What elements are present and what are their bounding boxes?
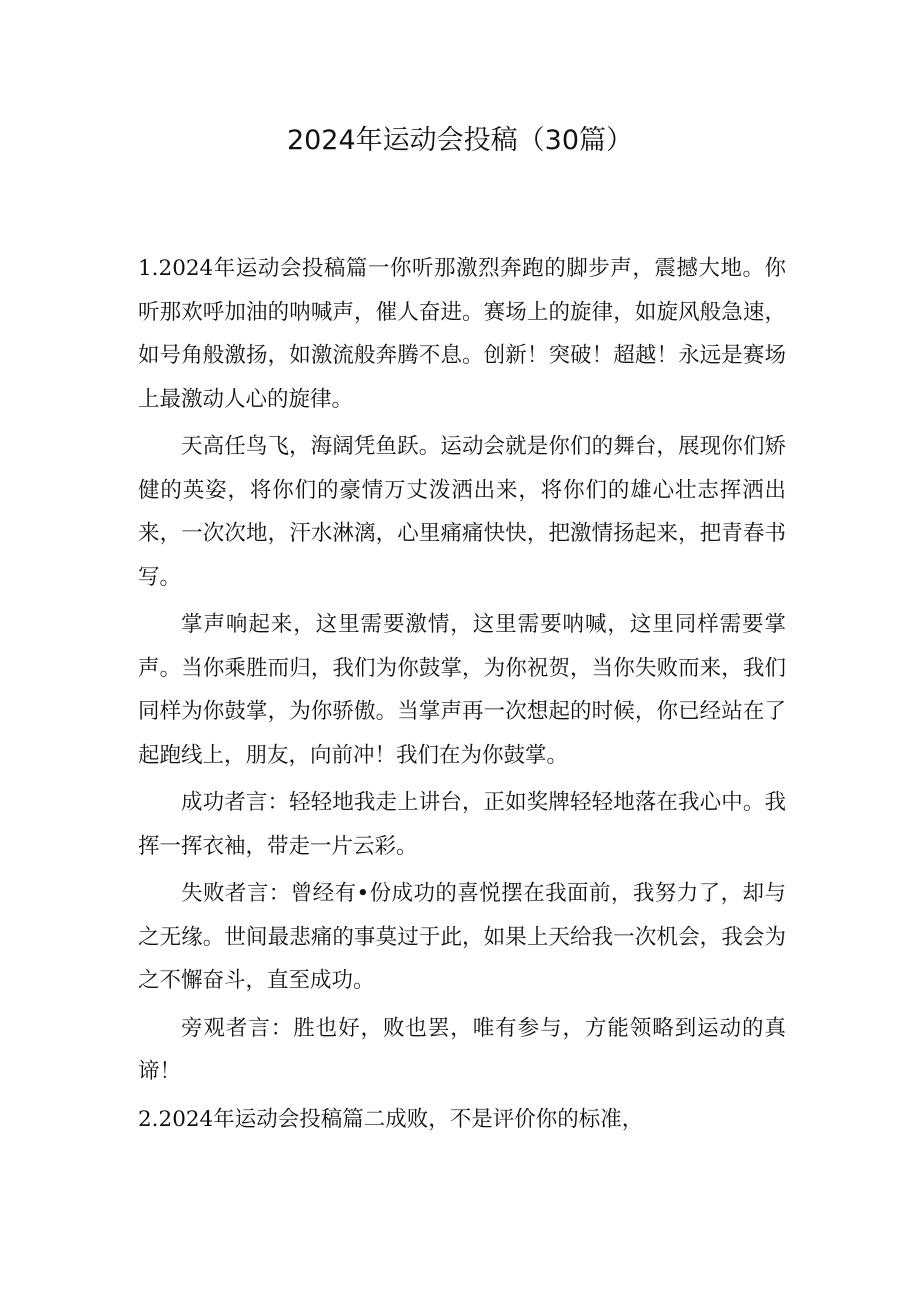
paragraph-6: 旁观者言：胜也好，败也罢，唯有参与，方能领略到运动的真谛！: [138, 1015, 786, 1084]
document-body: [138, 247, 786, 1141]
paragraph-4: 成功者言：轻轻地我走上讲台，正如奖牌轻轻地落在我心中。我挥一挥衣袖，带走一片云彩。: [138, 790, 786, 859]
paragraph-5: 失败者言：曾经有•份成功的喜悦摆在我面前，我努力了，却与之无缘。世间最悲痛的事莫过于此，如果上天给我一次机会，我会为之不懈奋斗，直至成功。: [138, 881, 786, 993]
paragraph-7: 2.2024年运动会投稿篇二成败，不是评价你的标准，: [138, 1106, 644, 1132]
paragraph-1: 1.2024年运动会投稿篇一你听那激烈奔跑的脚步声，震撼大地。你听那欢呼加油的呐喊声，催人奋进。赛场上的旋律，如旋风般急速，如号角般激扬，如激流般奔腾不息。创新！突破！超越！永远是赛场上最激动人心的旋律。: [138, 256, 786, 412]
paragraph-3: 掌声响起来，这里需要激情，这里需要呐喊，这里同样需要掌声。当你乘胜而归，我们为你鼓掌，为你祝贺，当你失败而来，我们同样为你鼓掌，为你骄傲。当掌声再一次想起的时候，你已经站在了起跑线上，朋友，向前冲！我们在为你鼓掌。: [138, 612, 786, 768]
document-title: 2024年运动会投稿（30篇）: [286, 125, 634, 156]
paragraph-2: 天高任鸟飞，海阔凭鱼跃。运动会就是你们的舞台，展现你们矫健的英姿，将你们的豪情万丈泼洒出来，将你们的雄心壮志挥洒出来，一次次地，汗水淋漓，心里痛痛快快，把激情扬起来，把青春书写。: [138, 434, 786, 590]
